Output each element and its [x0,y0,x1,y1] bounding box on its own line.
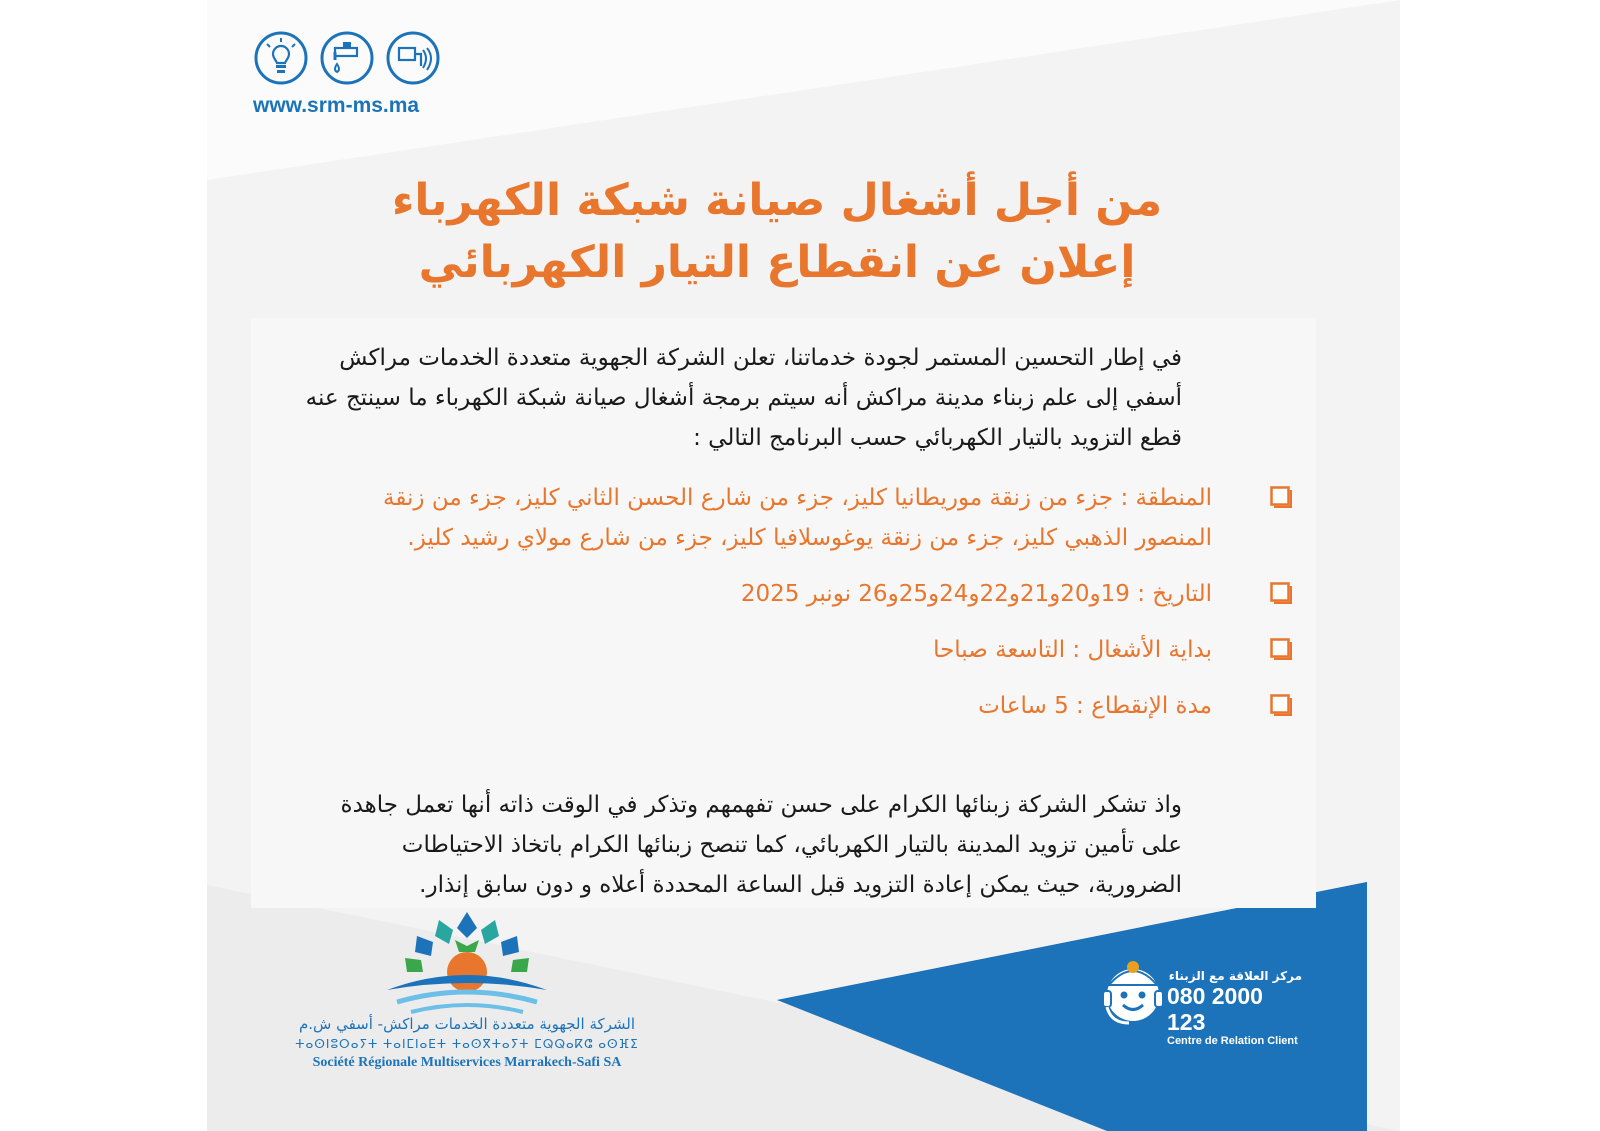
company-name-french: Société Régionale Multiservices Marrakech-Safi SA [312,1055,622,1070]
call-center-label-arabic: مركز العلاقة مع الزبناء [1168,969,1302,983]
company-name-tifinagh: ⵜⴰⵙⵏⵓⵔⴰⵢⵜ ⵜⴰⵏⵎⵏⴰⴹⵜ ⵜⴰⵙⴳⵜⴰⵢⵜ ⵎⵕⵕⴰⴽⵛ ⴰⵙⴼⵉ [295,1037,639,1051]
service-icons [253,30,441,86]
detail-area [302,478,1292,558]
detail-text: بداية الأشغال : التاسعة صباحا [933,637,1212,663]
electricity-icon [253,30,309,86]
website-url[interactable]: www.srm-ms.ma [253,94,420,117]
checkbox-icon [1270,694,1292,716]
call-center-label-french: Centre de Relation Client [1167,1035,1298,1047]
checkbox-icon [1270,486,1292,508]
page-title [357,170,1197,294]
detail-duration [302,686,1292,726]
announcement-poster [207,0,1400,1131]
call-center-phone[interactable]: 080 2000 123 [1167,983,1263,1035]
checkbox-icon [1270,582,1292,604]
call-center-text [1167,969,1302,1047]
water-tap-icon [319,30,375,86]
call-center-block [1097,955,1307,1047]
title-line-1: من أجل أشغال صيانة شبكة الكهرباء [391,175,1163,226]
detail-text: المنطقة : جزء من زنقة موريطانيا كليز، جزء من شارع الحسن الثاني كليز، جزء من زنقة المنصور الذهبي كليز، جزء من زنقة يوغوسلافيا كليز، جزء من شارع مولاي رشيد كليز. [383,485,1212,551]
closing-paragraph: واذ تشكر الشركة زبنائها الكرام على حسن تفهمهم وتذكر في الوقت ذاته أنها تعمل جاهدة على تأمين تزويد المدينة بالتيار الكهربائي، كما تنصح زبنائها الكرام باتخاذ الاحتياطات الضرورية، حيث يمكن إعادة التزويد قبل الساعة المحددة أعلاه و دون سابق إنذار. [340,792,1182,898]
company-logo-block [287,910,667,1080]
call-center-mascot-icon [1097,955,1169,1033]
company-logo-icon [377,910,557,1020]
detail-date [302,574,1292,614]
detail-text: التاريخ : 19و20و21و22و24و25و26 نونبر 2025 [740,581,1212,607]
company-name-arabic: الشركة الجهوية متعددة الخدمات مراكش- أسفي ش.م [298,1015,636,1033]
detail-text: مدة الإنقطاع : 5 ساعات [978,693,1212,719]
intro-paragraph: في إطار التحسين المستمر لجودة خدماتنا، تعلن الشركة الجهوية متعددة الخدمات مراكش أسفي إلى علم زبناء مدينة مراكش أنه سيتم برمجة أشغال صيانة شبكة الكهرباء ما سينتج عنه قطع التزويد بالتيار الكهربائي حسب البرنامج التالي : [305,345,1182,451]
title-line-2: إعلان عن انقطاع التيار الكهربائي [418,237,1136,288]
checkbox-icon [1270,638,1292,660]
sanitation-icon [385,30,441,86]
detail-start-time [302,630,1292,670]
outage-details-list [302,478,1292,742]
